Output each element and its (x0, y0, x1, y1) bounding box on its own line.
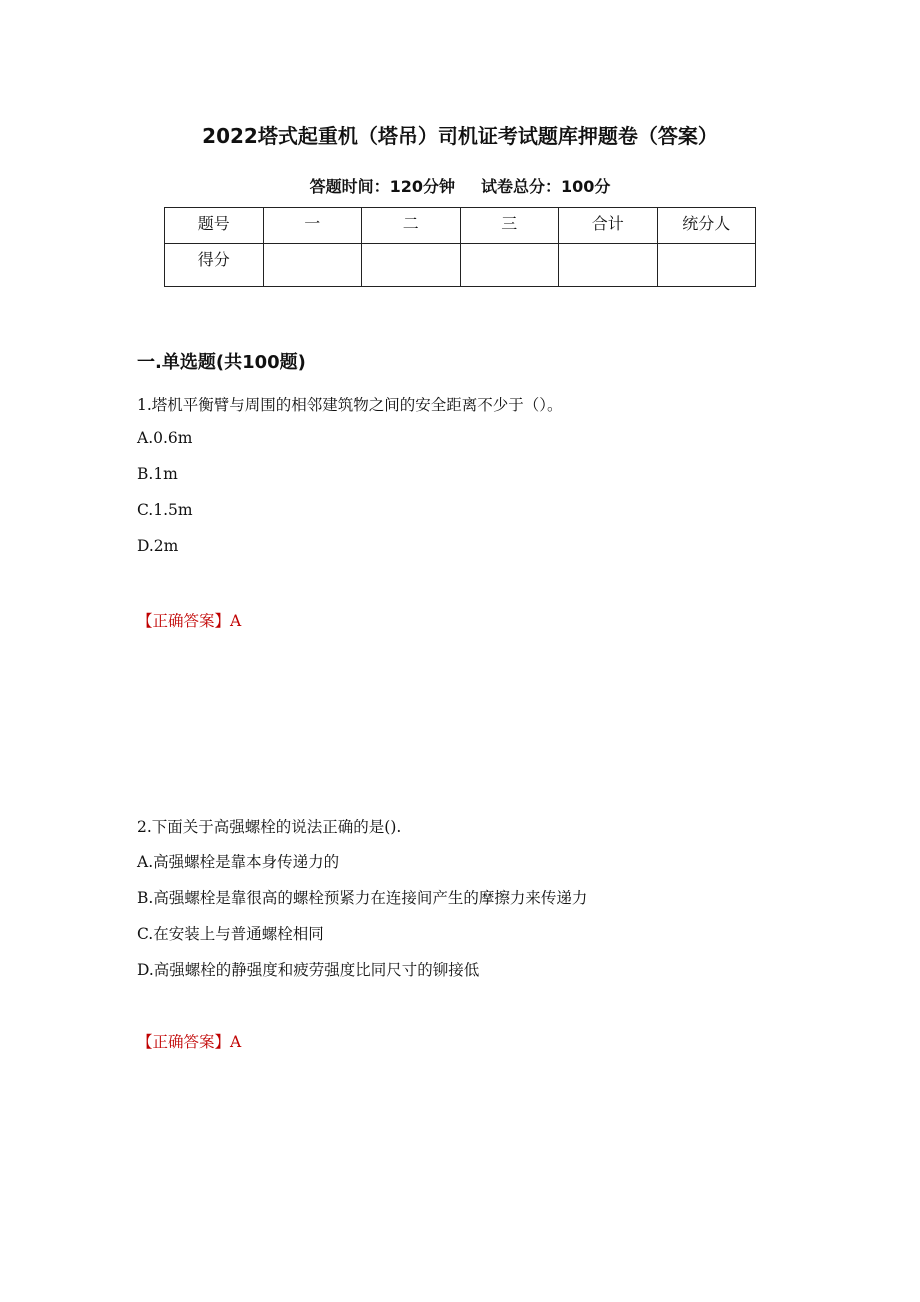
question-option: C.1.5m (137, 501, 193, 519)
question-option: B.高强螺栓是靠很高的螺栓预紧力在连接间产生的摩擦力来传递力 (137, 889, 588, 907)
section-heading: 一.单选题(共100题) (137, 352, 306, 373)
score-header-cell: 一 (263, 208, 362, 244)
score-row-label: 得分 (165, 244, 264, 287)
score-table (164, 207, 756, 287)
question-option: D.2m (137, 537, 179, 555)
correct-answer: 【正确答案】A (137, 612, 242, 630)
score-header-cell: 题号 (165, 208, 264, 244)
exam-total-score: 试卷总分：100分 (481, 177, 611, 196)
exam-meta (0, 174, 920, 197)
score-cell (263, 244, 362, 287)
correct-answer: 【正确答案】A (137, 1033, 242, 1051)
exam-time: 答题时间：120分钟 (309, 177, 455, 196)
page-title: 2022塔式起重机（塔吊）司机证考试题库押题卷（答案） (202, 124, 718, 148)
score-header-cell: 统分人 (657, 208, 756, 244)
question-option: A.高强螺栓是靠本身传递力的 (137, 853, 340, 871)
score-cell (657, 244, 756, 287)
question-stem: 2.下面关于高强螺栓的说法正确的是(). (137, 818, 402, 836)
question-option: C.在安装上与普通螺栓相同 (137, 925, 324, 943)
score-cell (362, 244, 461, 287)
question-stem: 1.塔机平衡臂与周围的相邻建筑物之间的安全距离不少于（）。 (137, 396, 563, 414)
question-option: B.1m (137, 465, 178, 483)
score-header-cell: 二 (362, 208, 461, 244)
score-header-cell: 三 (460, 208, 559, 244)
question-option: A.0.6m (137, 429, 193, 447)
question-option: D.高强螺栓的静强度和疲劳强度比同尺寸的铆接低 (137, 961, 480, 979)
score-cell (559, 244, 658, 287)
score-header-cell: 合计 (559, 208, 658, 244)
score-table-score-row (165, 244, 756, 287)
score-table-header-row (165, 208, 756, 244)
score-cell (460, 244, 559, 287)
